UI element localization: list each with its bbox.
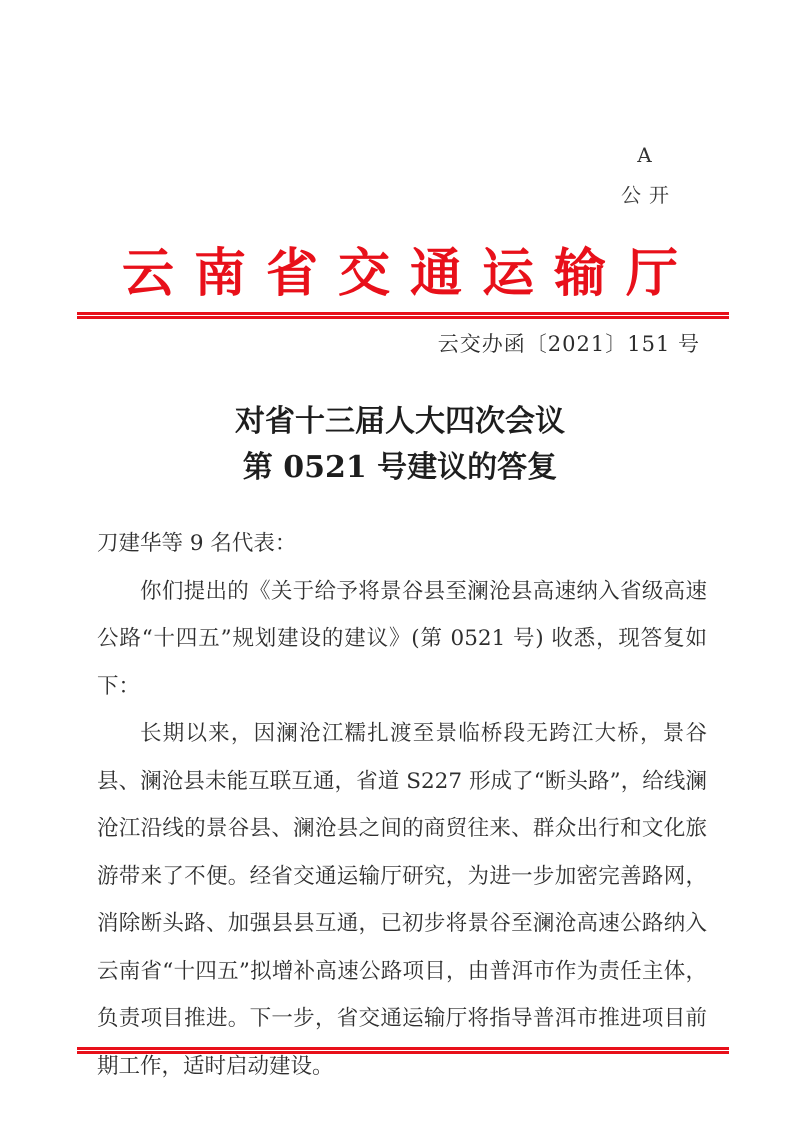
paragraph: 长期以来，因澜沧江糯扎渡至景临桥段无跨江大桥，景谷县、澜沧县未能互联互通，省道 S227 形成了“断头路”，给线澜沧江沿线的景谷县、澜沧县之间的商贸往来、群众出行和文化旅游带来了不便。经省交通运输厅研究，为进一步加密完善路网，消除断头路、加强县县互通，已初步将景谷至澜沧高速公路纳入云南省“十四五”拟增补高速公路项目，由普洱市作为责任主体，负责项目推进。下一步，省交通运输厅将指导普洱市推进项目前期工作，适时启动建设。	[97, 721, 707, 1079]
document-number: 云交办函〔2021〕151 号	[437, 332, 700, 356]
letterhead-org-title: 云南省交通运输厅	[121, 243, 698, 304]
classification-level: 公开	[621, 183, 677, 207]
document-title	[0, 399, 800, 491]
classification-grade: A	[637, 143, 653, 167]
document-body	[97, 520, 707, 1090]
document-title-line1: 对省十三届人大四次会议	[235, 404, 565, 439]
document-title-line2: 第 0521 号建议的答复	[242, 450, 558, 485]
red-divider-top	[77, 312, 729, 319]
red-divider-bottom	[77, 1047, 729, 1054]
salutation: 刀建华等 9 名代表：	[97, 531, 297, 556]
paragraph: 你们提出的《关于给予将景谷县至澜沧县高速纳入省级高速公路“十四五”规划建设的建议》(第 0521 号) 收悉，现答复如下：	[97, 578, 707, 699]
classification-marks	[600, 143, 690, 207]
